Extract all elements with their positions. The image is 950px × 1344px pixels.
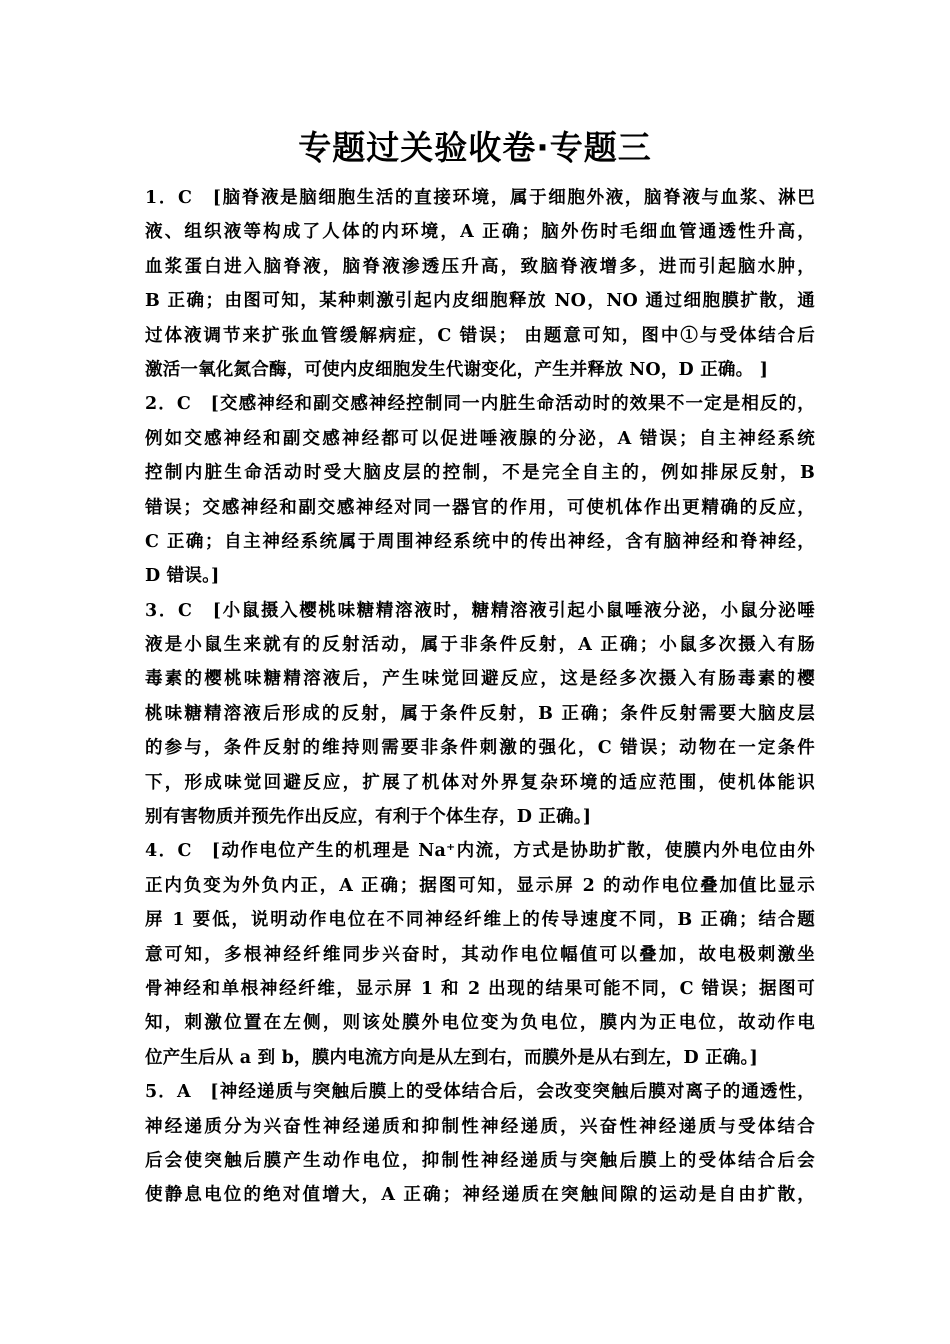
text-line: 3．C [小鼠摄入樱桃味糖精溶液时，糖精溶液引起小鼠唾液分泌，小鼠分泌唾 bbox=[145, 600, 815, 621]
text-line: 液、组织液等构成了人体的内环境，A 正确；脑外伤时毛细血管通透性升高， bbox=[145, 222, 815, 243]
text-line: 使静息电位的绝对值增大，A 正确；神经递质在突触间隙的运动是自由扩散， bbox=[145, 1185, 815, 1206]
text-line: 液是小鼠生来就有的反射活动，属于非条件反射，A 正确；小鼠多次摄入有肠 bbox=[145, 635, 815, 656]
text-line: 过体液调节来扩张血管缓解病症，C 错误； 由题意可知，图中①与受体结合后 bbox=[145, 325, 815, 346]
text-line: 激活一氧化氮合酶，可使内皮细胞发生代谢变化，产生并释放 NO，D 正确。 ] bbox=[145, 359, 769, 380]
text-line: B 正确；由图可知，某种刺激引起内皮细胞释放 NO，NO 通过细胞膜扩散，通 bbox=[145, 291, 815, 312]
text-line: 1．C [脑脊液是脑细胞生活的直接环境，属于细胞外液，脑脊液与血浆、淋巴 bbox=[145, 188, 815, 208]
text-line: 错误；交感神经和副交感神经对同一器官的作用，可使机体作出更精确的反应， bbox=[145, 497, 815, 518]
text-line: 正内负变为外负内正，A 正确；据图可知，显示屏 2 的动作电位叠加值比显示 bbox=[145, 875, 815, 896]
text-line: 别有害物质并预先作出反应，有利于个体生存，D 正确。] bbox=[145, 807, 592, 828]
text-line: 后会使突触后膜产生动作电位，抑制性神经递质与突触后膜上的受体结合后会 bbox=[145, 1150, 815, 1171]
answer-text bbox=[145, 181, 815, 1213]
text-line: 知，刺激位置在左侧，则该处膜外电位变为负电位，膜内为正电位，故动作电 bbox=[145, 1013, 815, 1034]
text-line: 屏 1 要低，说明动作电位在不同神经纤维上的传导速度不同，B 正确；结合题 bbox=[145, 910, 815, 931]
text-line: 毒素的樱桃味糖精溶液后，产生味觉回避反应，这是经多次摄入有肠毒素的樱 bbox=[145, 669, 815, 690]
text-line: 例如交感神经和副交感神经都可以促进唾液腺的分泌，A 错误；自主神经系统 bbox=[145, 428, 815, 449]
text-line: C 正确；自主神经系统属于周围神经系统中的传出神经，含有脑神经和脊神经， bbox=[145, 531, 815, 552]
text-line: 控制内脏生命活动时受大脑皮层的控制，不是完全自主的，例如排尿反射，B bbox=[145, 463, 815, 484]
text-line: 意可知，多根神经纤维同步兴奋时，其动作电位幅值可以叠加，故电极刺激坐 bbox=[145, 944, 815, 965]
text-line: 位产生后从 a 到 b，膜内电流方向是从左到右，而膜外是从右到左，D 正确。] bbox=[145, 1047, 758, 1068]
text-line: 血浆蛋白进入脑脊液，脑脊液渗透压升高，致脑脊液增多，进而引起脑水肿， bbox=[145, 256, 815, 277]
text-line: 2．C [交感神经和副交感神经控制同一内脏生命活动时的效果不一定是相反的， bbox=[145, 394, 815, 415]
page-title: 专题过关验收卷·专题三 bbox=[298, 128, 652, 167]
text-line: 神经递质分为兴奋性神经递质和抑制性神经递质，兴奋性神经递质与受体结合 bbox=[145, 1116, 815, 1137]
text-line: 桃味糖精溶液后形成的反射，属于条件反射，B 正确；条件反射需要大脑皮层 bbox=[145, 703, 815, 724]
text-line: 的参与，条件反射的维持则需要非条件刺激的强化，C 错误；动物在一定条件 bbox=[145, 738, 815, 759]
text-line: 下，形成味觉回避反应，扩展了机体对外界复杂环境的适应范围，使机体能识 bbox=[145, 772, 815, 793]
text-line: 骨神经和单根神经纤维，显示屏 1 和 2 出现的结果可能不同，C 错误；据图可 bbox=[145, 978, 815, 999]
text-line: D 错误。] bbox=[145, 566, 220, 587]
text-line: 5．A [神经递质与突触后膜上的受体结合后，会改变突触后膜对离子的通透性， bbox=[145, 1082, 815, 1103]
text-line: 4．C [动作电位产生的机理是 Na⁺内流，方式是协助扩散，使膜内外电位由外 bbox=[145, 841, 815, 862]
